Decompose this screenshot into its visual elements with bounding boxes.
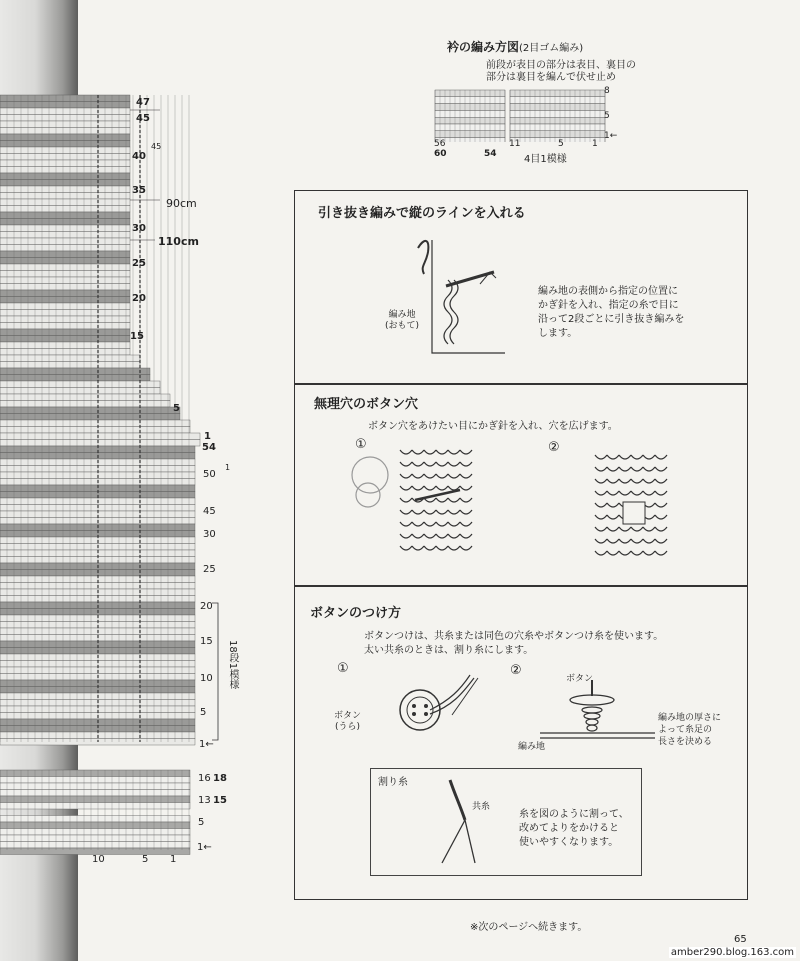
continued-note: ※次のページへ続きます。 — [470, 922, 588, 933]
page-number: 65 — [734, 934, 747, 945]
fabric-label: 編み地 (おもて) — [385, 310, 420, 331]
row-label-40: 40 — [132, 151, 146, 162]
row-label-1d: 1← — [197, 842, 212, 853]
row-label-15: 15 — [130, 331, 144, 342]
thickness-label: 編み地の厚さに よって糸足の 長さを決める — [658, 713, 722, 747]
row-label-20b: 20 — [200, 601, 213, 612]
section2-step2: ② — [548, 440, 560, 455]
buttonhole-illustration-2 — [585, 450, 685, 575]
collar-col-11: 11 — [509, 139, 521, 149]
row-label-50: 50 — [203, 469, 216, 480]
row-label-30: 30 — [132, 223, 146, 234]
row-label-45c: 45 — [203, 506, 216, 517]
bottom-tick-10: 10 — [92, 854, 105, 865]
row-label-35: 35 — [132, 185, 146, 196]
section2-text: ボタン穴をあけたい目にかぎ針を入れ、穴を広げます。 — [368, 421, 618, 432]
section3-title: ボタンのつけ方 — [310, 606, 402, 621]
row-label-5c: 5 — [198, 817, 205, 828]
row-label-25b: 25 — [203, 564, 216, 575]
collar-row-8: 8 — [604, 86, 610, 96]
section1-title: 引き抜き編みで縦のラインを入れる — [318, 206, 526, 221]
row-label-5: 5 — [173, 403, 180, 414]
row-label-45: 45 — [136, 113, 150, 124]
row-label-15c: 15 — [213, 795, 227, 806]
size-label-90cm: 90cm — [166, 197, 197, 210]
split-yarn-text: 糸を図のように割って、 改めてよりをかけると 使いやすくなります。 — [519, 809, 629, 848]
repeat-label: 18段1模様 — [227, 640, 238, 690]
section2-title: 無理穴のボタン穴 — [314, 397, 419, 412]
row-label-1: 1 — [204, 431, 211, 442]
button-back-illustration — [390, 670, 500, 760]
section3-step1: ① — [337, 661, 349, 676]
collar-row-1: 1← — [604, 131, 618, 141]
collar-row-5: 5 — [604, 111, 610, 121]
collar-col-1: 1 — [592, 139, 598, 149]
button-label: ボタン — [566, 674, 594, 684]
section3-text1: ボタンつけは、共糸または同色の穴糸やボタンつけ糸を使います。 — [364, 631, 664, 642]
row-label-18: 18 — [213, 773, 227, 784]
button-back-label: ボタン (うら) — [334, 711, 362, 732]
row-label-20: 20 — [132, 293, 146, 304]
chart-grid-main — [0, 95, 218, 745]
split-yarn-label: 共糸 — [472, 802, 491, 812]
row-label-25: 25 — [132, 258, 146, 269]
section3-text2: 太い共糸のときは、割り糸にします。 — [364, 645, 534, 656]
row-label-16: 16 — [198, 773, 211, 784]
section1-text: 編み地の表側から指定の位置に かぎ針を入れ、指定の糸で目に 沿って2段ごとに引き抜き編みを します。 — [538, 286, 685, 339]
row-label-47: 47 — [136, 97, 150, 108]
bottom-tick-1: 1 — [170, 854, 177, 865]
row-label-54: 54 — [202, 442, 216, 453]
row-label-1b: 1 — [225, 463, 231, 472]
row-label-5b: 5 — [200, 707, 207, 718]
watermark: amber290.blog.163.com — [670, 947, 794, 958]
collar-title: 衿の編み方図(2目ゴム編み) — [447, 40, 584, 54]
buttonhole-illustration-1 — [340, 445, 490, 570]
collar-col-60: 60 — [434, 149, 447, 159]
collar-col-5: 5 — [558, 139, 564, 149]
split-yarn-title: 割り糸 — [378, 777, 408, 788]
row-label-15b: 15 — [200, 636, 213, 647]
row-label-10: 10 — [200, 673, 213, 684]
fabric-label-2: 編み地 — [518, 742, 546, 752]
section2-step1: ① — [355, 437, 367, 452]
row-label-45b: 45 — [151, 142, 162, 151]
row-label-30b: 30 — [203, 529, 216, 540]
slip-stitch-illustration — [390, 228, 510, 358]
collar-chart — [430, 82, 630, 142]
chart-grid-lower — [0, 770, 190, 855]
button-shank-illustration — [540, 670, 660, 760]
row-label-1c: 1← — [199, 739, 214, 750]
knitting-chart-left — [0, 0, 230, 870]
collar-repeat: 4目1模様 — [524, 154, 567, 165]
section3-step2: ② — [510, 663, 522, 678]
collar-col-56: 56 — [434, 139, 446, 149]
size-label-110cm: 110cm — [158, 235, 199, 248]
row-label-13: 13 — [198, 795, 211, 806]
split-yarn-illustration — [430, 775, 490, 870]
bottom-tick-5: 5 — [142, 854, 149, 865]
collar-col-54: 54 — [484, 149, 497, 159]
collar-note: 前段が表目の部分は表目、裏目の 部分は裏目を編んで伏せ止め — [486, 60, 636, 83]
